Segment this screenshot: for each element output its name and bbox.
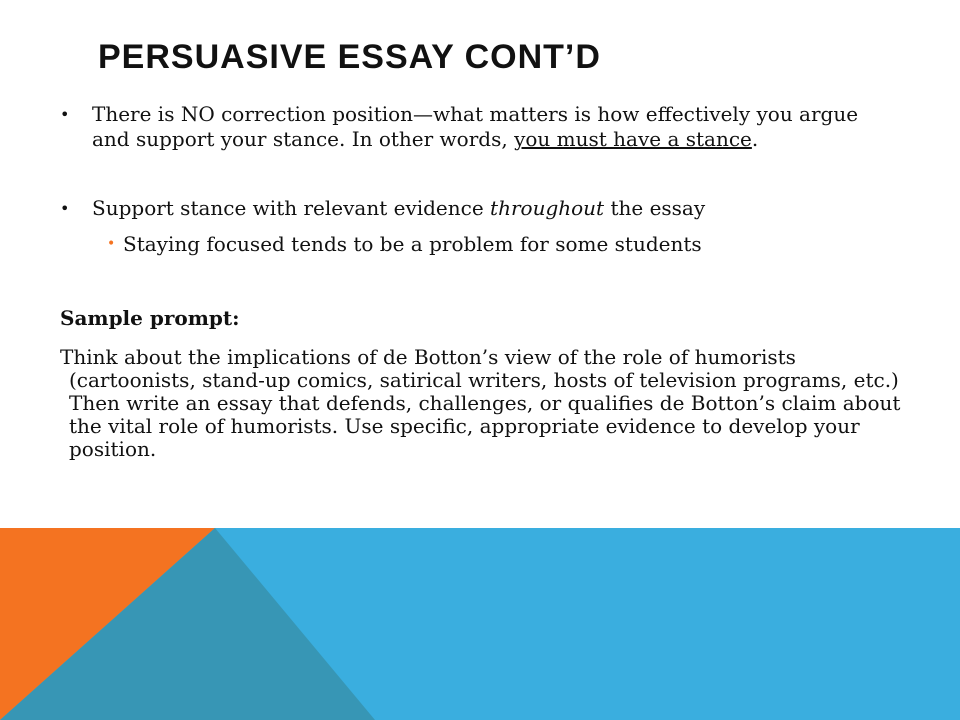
sub-bullet-icon: •: [107, 236, 116, 252]
bullet-1-underline: you must have a stance: [514, 127, 752, 151]
bullet-1-text-main: There is NO correction position—what matters is how effectively you argue and support your stance. In other words,: [92, 102, 859, 151]
decorative-footer-shapes: [0, 528, 960, 720]
sample-prompt-text: Think about the implications of de Botton’s view of the role of humorists (cartoonists, stand-up comics, satirical writers, hosts of television programs, etc.) Then write an essay that defends, challenges, or qualifies de Botton’s claim about the vital role of humorists. Use specific, appropriate evidence to develop your position.: [60, 345, 901, 461]
bullet-2-italic: throughout: [490, 196, 605, 220]
bullet-1-text-end: .: [751, 127, 759, 151]
sub-bullet-text: Staying focused tends to be a problem for some students: [123, 232, 702, 256]
bullet-2-text: [92, 196, 900, 221]
bullet-1-text: [92, 102, 900, 152]
bullet-icon: •: [60, 199, 70, 218]
slide-title: PERSUASIVE ESSAY CONT’D: [98, 38, 601, 76]
bullet-2-text-end: the essay: [604, 196, 706, 220]
bullet-icon: •: [60, 105, 70, 124]
bullet-2-text-main: Support stance with relevant evidence: [92, 196, 491, 220]
sample-prompt-heading: Sample prompt:: [60, 306, 240, 330]
